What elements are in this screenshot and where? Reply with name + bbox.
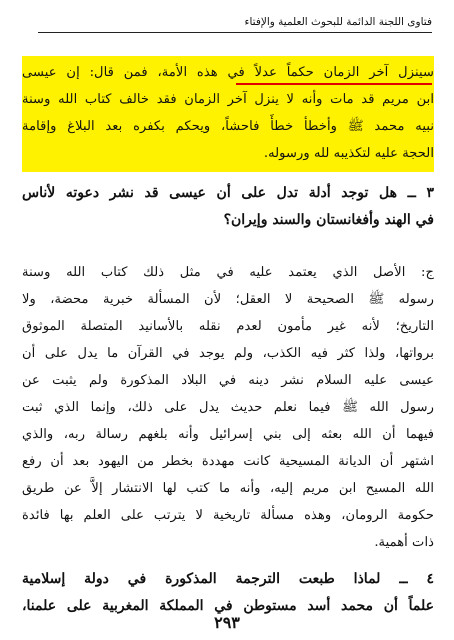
answer-3-line: ج: الأصل الذي يعتمد عليه في مثل ذلك كتاب الله وسنة	[22, 265, 434, 280]
highlighted-line: سينزل آخر الزمان حكماً عدلاً في هذه الأمة، فمن قال: إن عيسى	[22, 65, 434, 80]
question-4-line: علماً أن محمد أسد مستوطن في المملكة المغربية على علمنا،	[22, 598, 434, 614]
running-header	[38, 14, 432, 33]
answer-3-line: عيسى عليه السلام نشر دينه في البلاد المذكورة ولم يثبت عن	[22, 373, 434, 388]
highlighted-line: ابن مريم قد مات وأنه لا ينزل آخر الزمان فقد خالف كتاب الله وسنة	[22, 92, 434, 107]
question-3-line: ٣ ــ هل توجد أدلة تدل على أن عيسى قد نشر دعوته لأناس	[22, 185, 434, 201]
red-underline-annotation	[236, 83, 432, 85]
answer-3-line: فيهما أن الله بعثه إلى بني إسرائيل وأنه بلغهم رسالة ربه، والذي	[22, 427, 434, 442]
highlighted-line: الحجة عليه لتكذيبه لله ورسوله.	[263, 146, 434, 161]
answer-3-line: اشتهر أن الديانة المسيحية كانت مهددة بخطر من اليهود بعد أن رفع	[22, 454, 434, 469]
answer-3-line: رسول الله ﷺ فيما نعلم حديث يدل على ذلك، وإنما الذي ثبت	[22, 400, 434, 415]
answer-3-line: حكومة الرومان، وهذه مسألة تاريخية لا يترتب على العلم بها فائدة	[22, 508, 434, 523]
answer-3-line: ذات أهمية.	[374, 535, 434, 550]
highlighted-line: نبيه محمد ﷺ وأخطأ خطأً فاحشاً، ويحكم بكفره بعد البلاغ وإقامة	[22, 119, 434, 134]
answer-3-line: رسوله ﷺ الصحيحة لا العقل؛ لأن المسألة خبرية محضة، ولا	[22, 292, 434, 307]
question-3-line: في الهند وأفغانستان والسند وإيران؟	[223, 212, 434, 228]
answer-3-line: الله المسيح ابن مريم إليه، وأنه ما كتب لها الانتشار إلاَّ عن طريق	[22, 481, 434, 496]
answer-3-line: برواتها، ولذا كثر فيه الكذب، ولم يوجد في القرآن ما يدل على أن	[22, 346, 434, 361]
header-title: فتاوى اللجنة الدائمة للبحوث العلمية والإفتاء	[244, 16, 432, 28]
page-number: ٢٩٣	[214, 613, 240, 632]
answer-3-line: التاريخ؛ لأنه غير مأمون لعدم نقله بالأسانيد المتصلة الموثوق	[22, 319, 434, 334]
question-4-line: ٤ ــ لماذا طبعت الترجمة المذكورة في دولة إسلامية	[22, 571, 434, 587]
